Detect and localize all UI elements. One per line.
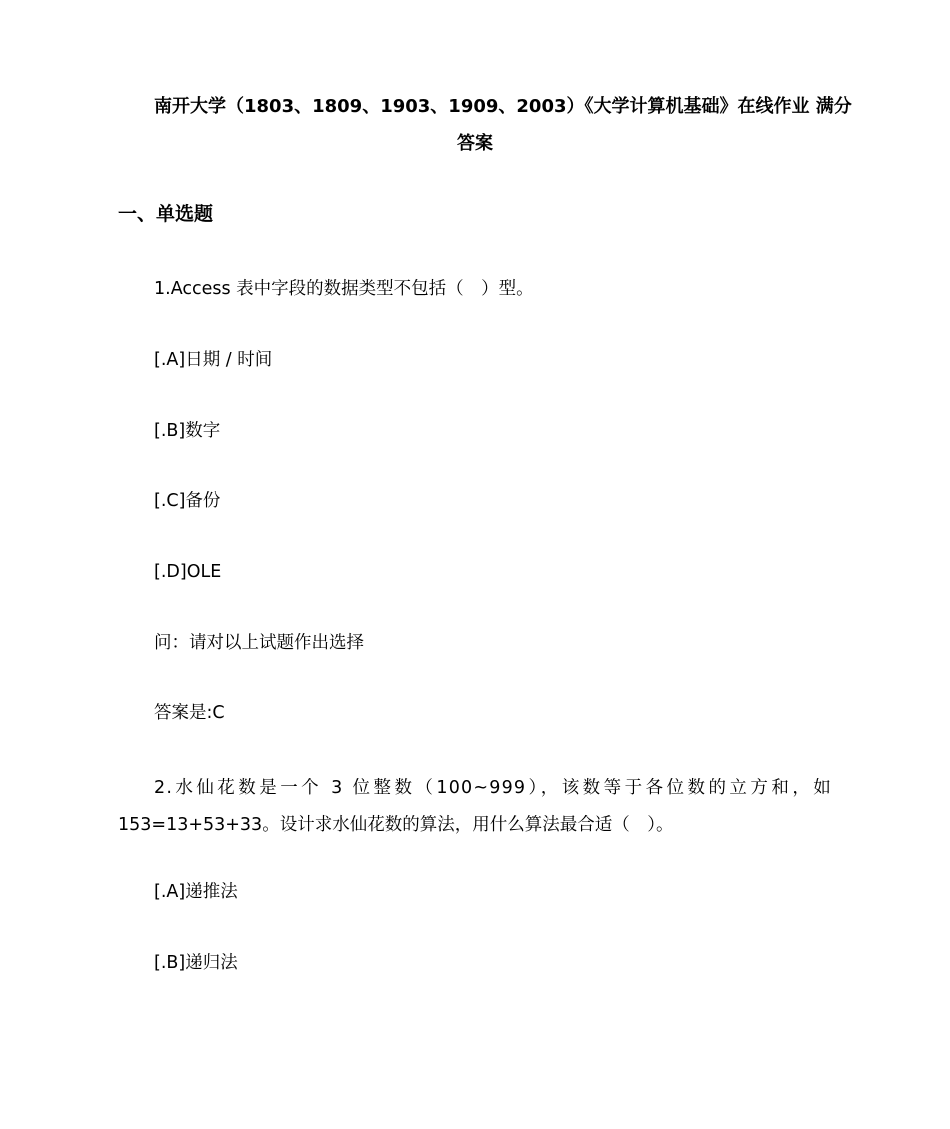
question-2-stem-line-2: 153=13+53+33。设计求水仙花数的算法，用什么算法最合适（ ）。 [118,815,674,835]
question-1-option-d: [.D]OLE [154,562,222,582]
question-1-answer: 答案是:C [154,703,225,723]
question-1-prompt: 问：请对以上试题作出选择 [154,633,364,653]
question-1-option-b: [.B]数字 [154,421,221,441]
question-1-option-c: [.C]备份 [154,491,221,511]
question-1-option-a: [.A]日期 / 时间 [154,350,273,370]
section-heading-single-choice: 一、单选题 [118,203,214,225]
title-line-2: 答案 [457,133,493,154]
question-2-stem-line-1: 2.水仙花数是一个 3 位整数（100~999），该数等于各位数的立方和，如 [154,778,832,798]
question-2-stem [118,770,832,844]
question-2-option-a: [.A]递推法 [154,882,238,902]
title-line-1: 南开大学（1803、1809、1903、1909、2003）《大学计算机基础》在线作业 满分 [154,96,852,117]
document-title [118,88,852,162]
question-1-stem: 1.Access 表中字段的数据类型不包括（ ）型。 [154,279,534,299]
question-2-option-b: [.B]递归法 [154,953,238,973]
